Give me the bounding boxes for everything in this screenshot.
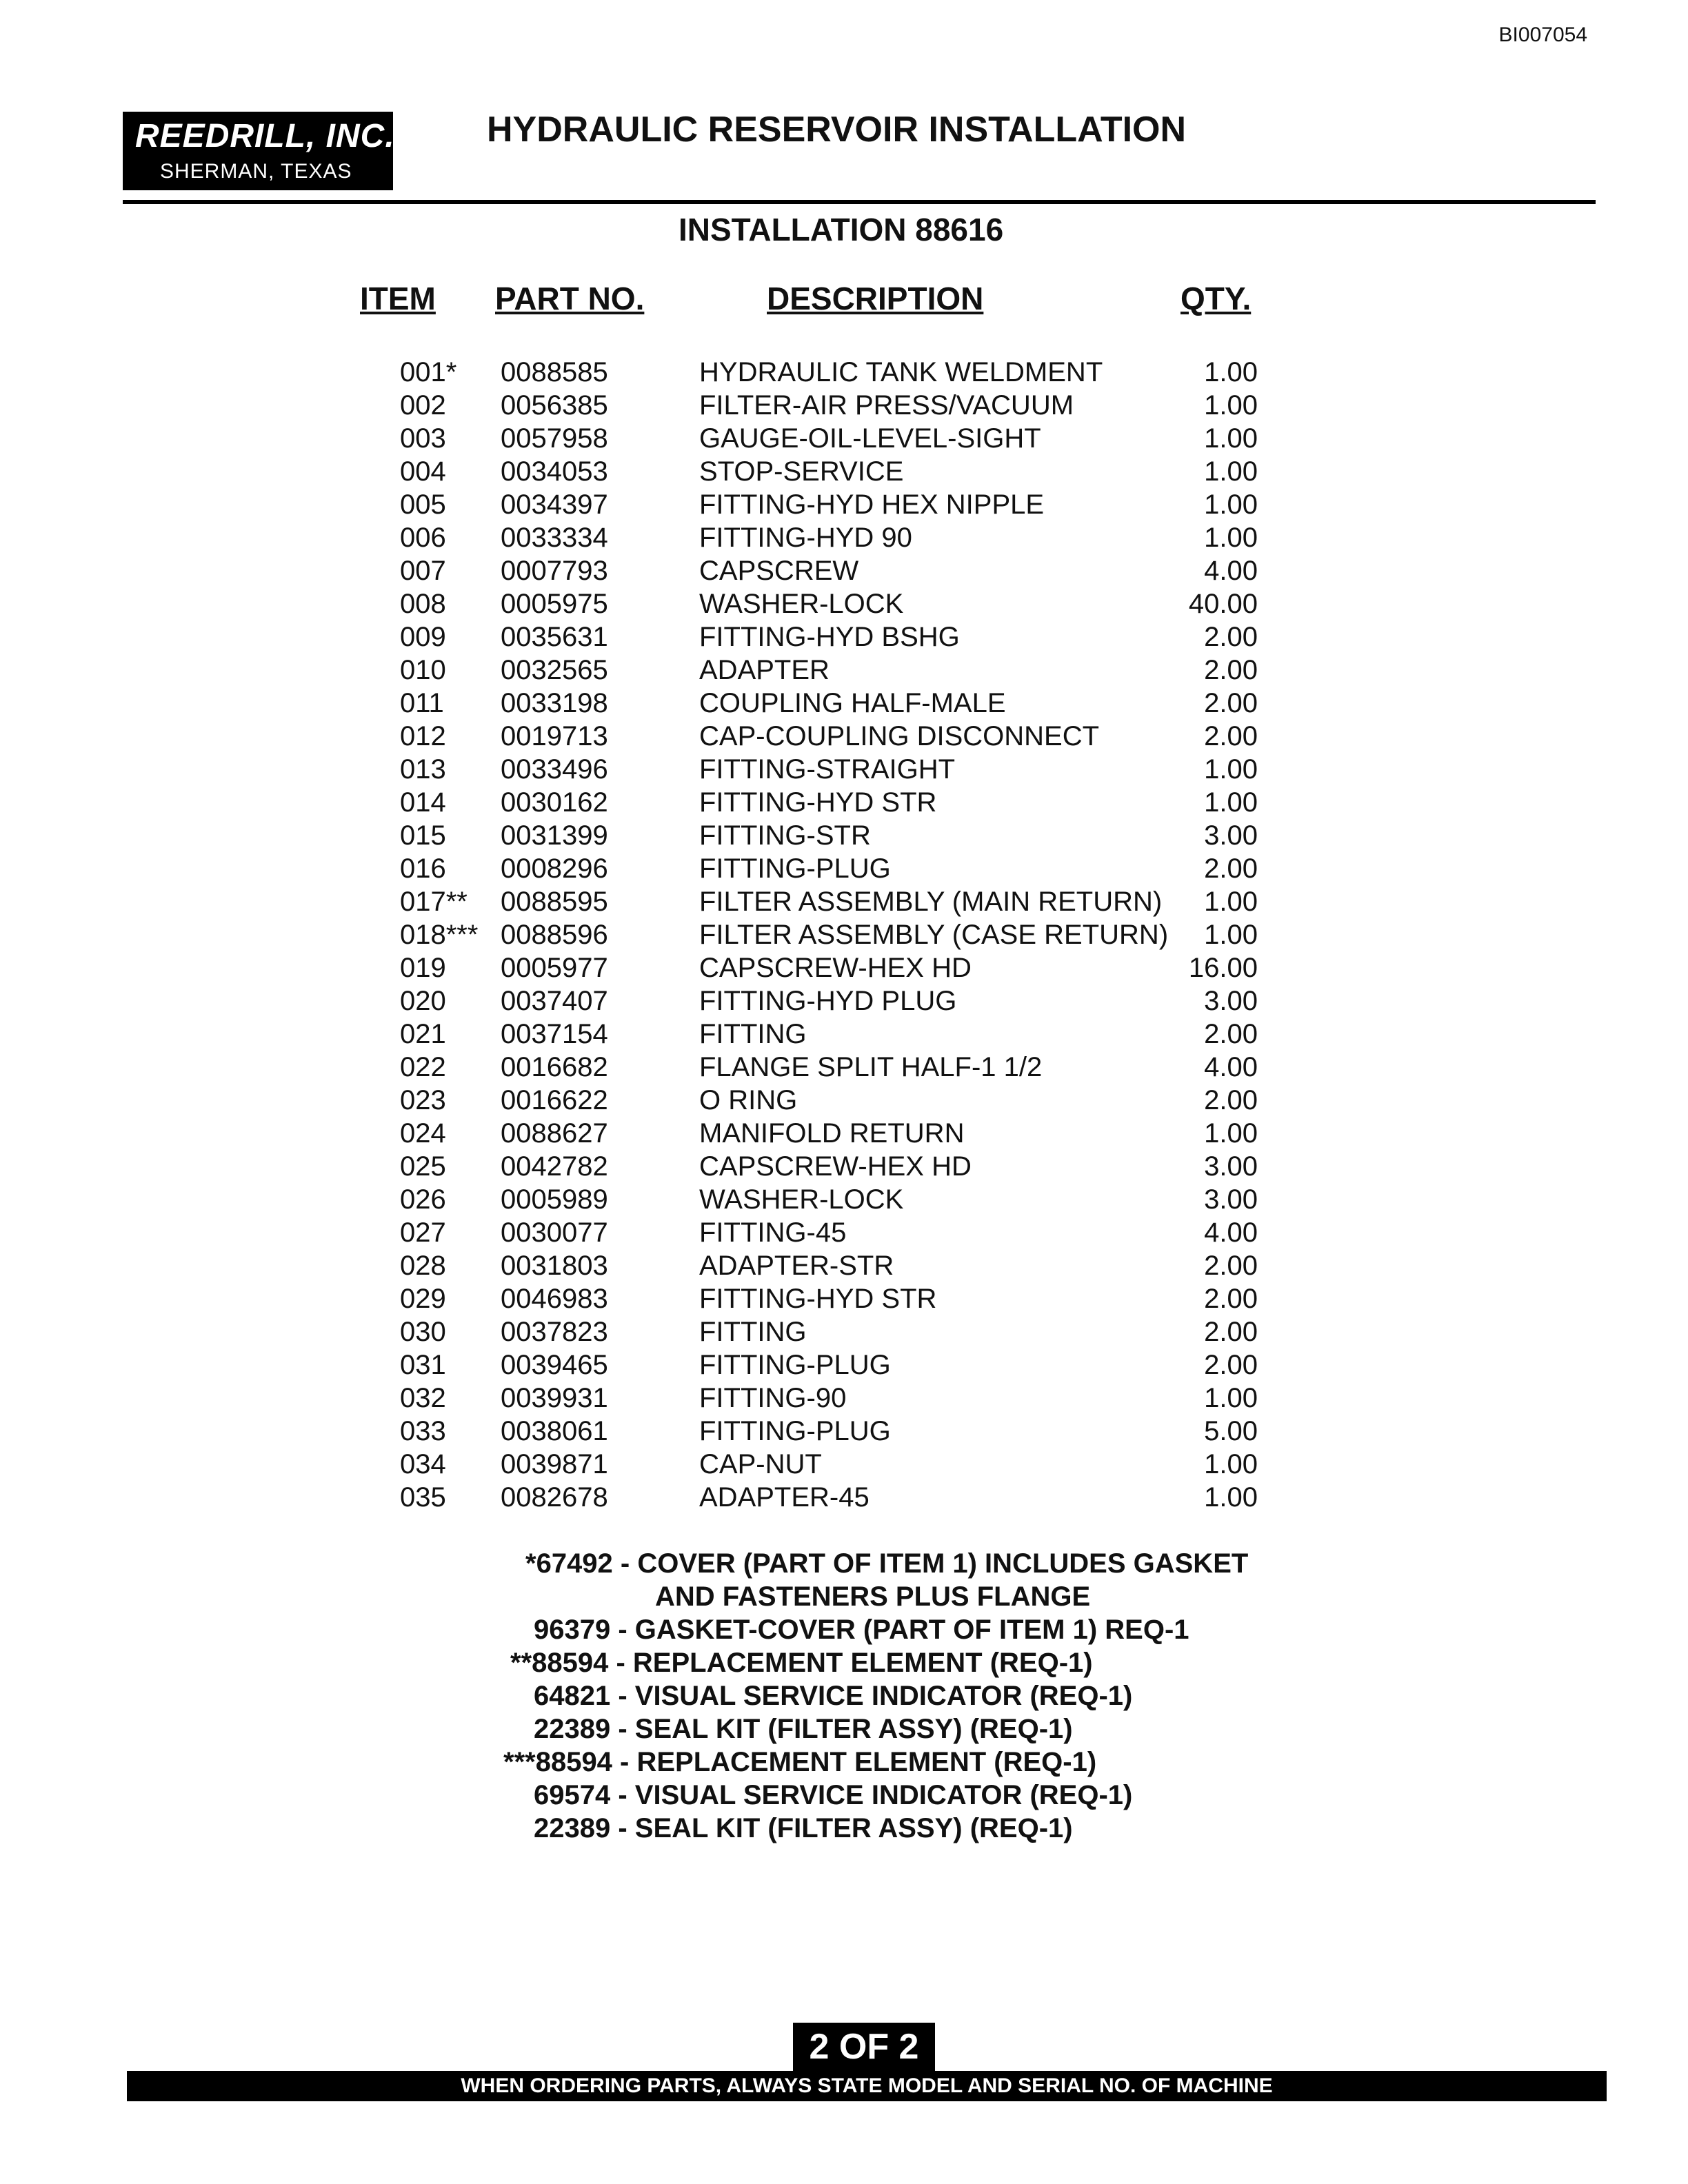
description-cell: FITTING — [699, 1019, 807, 1049]
qty-cell: 1.00 — [1204, 1482, 1258, 1513]
part-no-cell: 0034397 — [501, 489, 608, 520]
part-no-cell: 0088596 — [501, 920, 608, 950]
part-no-cell: 0007793 — [501, 556, 608, 586]
item-cell: 026 — [400, 1184, 446, 1215]
qty-cell: 2.00 — [1204, 1019, 1258, 1049]
part-no-cell: 0037407 — [501, 986, 608, 1016]
part-no-cell: 0035631 — [501, 622, 608, 652]
table-row — [0, 853, 1688, 887]
table-row — [0, 1217, 1688, 1251]
part-no-cell: 0033334 — [501, 523, 608, 553]
item-cell: 023 — [400, 1085, 446, 1115]
table-row — [0, 622, 1688, 655]
description-cell: MANIFOLD RETURN — [699, 1118, 965, 1149]
description-cell: CAP-COUPLING DISCONNECT — [699, 721, 1100, 751]
table-row — [0, 1085, 1688, 1118]
part-no-cell: 0005977 — [501, 953, 608, 983]
company-name: REEDRILL, INC. — [135, 118, 395, 154]
table-row — [0, 1184, 1688, 1217]
item-cell: 012 — [400, 721, 446, 751]
part-no-cell: 0030077 — [501, 1217, 608, 1248]
item-cell: 016 — [400, 853, 446, 884]
qty-cell: 2.00 — [1204, 655, 1258, 685]
part-no-cell: 0039465 — [501, 1350, 608, 1380]
table-row — [0, 556, 1688, 589]
description-cell: FITTING-HYD PLUG — [699, 986, 957, 1016]
item-cell: 029 — [400, 1284, 446, 1314]
item-cell: 004 — [400, 456, 446, 487]
part-no-cell: 0057958 — [501, 423, 608, 454]
qty-cell: 2.00 — [1204, 1085, 1258, 1115]
part-no-cell: 0039931 — [501, 1383, 608, 1413]
parts-table — [0, 357, 1688, 1515]
column-header-description: DESCRIPTION — [767, 281, 984, 316]
description-cell: ADAPTER-STR — [699, 1251, 894, 1281]
footer-bar: WHEN ORDERING PARTS, ALWAYS STATE MODEL AND SERIAL NO. OF MACHINE — [127, 2071, 1607, 2101]
part-no-cell: 0031399 — [501, 820, 608, 851]
note-line: 22389 - SEAL KIT (FILTER ASSY) (REQ-1) — [534, 1714, 1073, 1744]
description-cell: CAPSCREW-HEX HD — [699, 953, 972, 983]
note-line: 22389 - SEAL KIT (FILTER ASSY) (REQ-1) — [534, 1813, 1073, 1843]
part-no-cell: 0088627 — [501, 1118, 608, 1149]
company-logo — [123, 112, 393, 190]
note-line: AND FASTENERS PLUS FLANGE — [655, 1581, 1091, 1612]
company-city: SHERMAN, TEXAS — [160, 160, 352, 183]
description-cell: FILTER ASSEMBLY (MAIN RETURN) — [699, 887, 1163, 917]
item-cell: 011 — [400, 688, 444, 718]
qty-cell: 2.00 — [1204, 721, 1258, 751]
table-row — [0, 1019, 1688, 1052]
part-no-cell: 0033198 — [501, 688, 608, 718]
table-row — [0, 787, 1688, 820]
part-no-cell: 0019713 — [501, 721, 608, 751]
table-row — [0, 1251, 1688, 1284]
header-rule — [123, 200, 1596, 204]
table-row — [0, 1118, 1688, 1151]
item-cell: 019 — [400, 953, 446, 983]
item-cell: 008 — [400, 589, 446, 619]
description-cell: ADAPTER — [699, 655, 830, 685]
table-row — [0, 721, 1688, 754]
table-row — [0, 1284, 1688, 1317]
description-cell: FLANGE SPLIT HALF-1 1/2 — [699, 1052, 1043, 1082]
part-no-cell: 0056385 — [501, 390, 608, 421]
item-cell: 034 — [400, 1449, 446, 1479]
description-cell: FITTING-HYD HEX NIPPLE — [699, 489, 1045, 520]
description-cell: FITTING-45 — [699, 1217, 847, 1248]
table-row — [0, 456, 1688, 489]
qty-cell: 3.00 — [1204, 820, 1258, 851]
part-no-cell: 0038061 — [501, 1416, 608, 1446]
qty-cell: 1.00 — [1204, 754, 1258, 785]
table-row — [0, 754, 1688, 787]
table-row — [0, 1151, 1688, 1184]
qty-cell: 2.00 — [1204, 1317, 1258, 1347]
part-no-cell: 0046983 — [501, 1284, 608, 1314]
description-cell: CAPSCREW — [699, 556, 859, 586]
item-cell: 010 — [400, 655, 446, 685]
part-no-cell: 0005975 — [501, 589, 608, 619]
column-header-part-no: PART NO. — [495, 281, 645, 316]
description-cell: FITTING-90 — [699, 1383, 847, 1413]
item-cell: 001* — [400, 357, 457, 387]
description-cell: FILTER ASSEMBLY (CASE RETURN) — [699, 920, 1169, 950]
table-row — [0, 1350, 1688, 1383]
column-header-item: ITEM — [360, 281, 436, 316]
description-cell: GAUGE-OIL-LEVEL-SIGHT — [699, 423, 1041, 454]
item-cell: 002 — [400, 390, 446, 421]
table-row — [0, 953, 1688, 986]
description-cell: FITTING-PLUG — [699, 1416, 891, 1446]
qty-cell: 2.00 — [1204, 1350, 1258, 1380]
qty-cell: 1.00 — [1204, 1118, 1258, 1149]
column-header-qty: QTY. — [1180, 281, 1252, 316]
table-row — [0, 1383, 1688, 1416]
qty-cell: 1.00 — [1204, 489, 1258, 520]
part-no-cell: 0005989 — [501, 1184, 608, 1215]
item-cell: 015 — [400, 820, 446, 851]
part-no-cell: 0030162 — [501, 787, 608, 818]
description-cell: FITTING-PLUG — [699, 1350, 891, 1380]
qty-cell: 1.00 — [1204, 1383, 1258, 1413]
table-row — [0, 1449, 1688, 1482]
description-cell: WASHER-LOCK — [699, 589, 904, 619]
qty-cell: 3.00 — [1204, 1184, 1258, 1215]
part-no-cell: 0033496 — [501, 754, 608, 785]
table-row — [0, 1482, 1688, 1515]
item-cell: 006 — [400, 523, 446, 553]
description-cell: FITTING-HYD BSHG — [699, 622, 960, 652]
part-no-cell: 0037823 — [501, 1317, 608, 1347]
table-row — [0, 1052, 1688, 1085]
item-cell: 025 — [400, 1151, 446, 1182]
document-number: BI007054 — [1498, 23, 1587, 46]
part-no-cell: 0088585 — [501, 357, 608, 387]
part-no-cell: 0082678 — [501, 1482, 608, 1513]
item-cell: 013 — [400, 754, 446, 785]
table-row — [0, 887, 1688, 920]
description-cell: O RING — [699, 1085, 798, 1115]
qty-cell: 2.00 — [1204, 622, 1258, 652]
item-cell: 014 — [400, 787, 446, 818]
table-row — [0, 655, 1688, 688]
table-row — [0, 820, 1688, 853]
item-cell: 018*** — [400, 920, 479, 950]
qty-cell: 4.00 — [1204, 1052, 1258, 1082]
description-cell: FITTING-PLUG — [699, 853, 891, 884]
description-cell: COUPLING HALF-MALE — [699, 688, 1006, 718]
part-no-cell: 0034053 — [501, 456, 608, 487]
item-cell: 028 — [400, 1251, 446, 1281]
table-row — [0, 986, 1688, 1019]
item-cell: 027 — [400, 1217, 446, 1248]
table-row — [0, 920, 1688, 953]
qty-cell: 1.00 — [1204, 456, 1258, 487]
qty-cell: 4.00 — [1204, 1217, 1258, 1248]
qty-cell: 1.00 — [1204, 787, 1258, 818]
note-line: 96379 - GASKET-COVER (PART OF ITEM 1) REQ-1 — [534, 1615, 1189, 1645]
item-cell: 017** — [400, 887, 468, 917]
note-line: ***88594 - REPLACEMENT ELEMENT (REQ-1) — [503, 1747, 1097, 1777]
part-no-cell: 0016622 — [501, 1085, 608, 1115]
description-cell: HYDRAULIC TANK WELDMENT — [699, 357, 1103, 387]
qty-cell: 16.00 — [1188, 953, 1258, 983]
item-cell: 022 — [400, 1052, 446, 1082]
description-cell: STOP-SERVICE — [699, 456, 904, 487]
item-cell: 003 — [400, 423, 446, 454]
page-indicator: 2 OF 2 — [793, 2023, 935, 2071]
qty-cell: 2.00 — [1204, 1251, 1258, 1281]
part-no-cell: 0037154 — [501, 1019, 608, 1049]
table-row — [0, 423, 1688, 456]
description-cell: FITTING-HYD STR — [699, 1284, 937, 1314]
item-cell: 021 — [400, 1019, 446, 1049]
description-cell: ADAPTER-45 — [699, 1482, 870, 1513]
description-cell: FITTING — [699, 1317, 807, 1347]
qty-cell: 1.00 — [1204, 887, 1258, 917]
description-cell: FITTING-STR — [699, 820, 871, 851]
qty-cell: 3.00 — [1204, 1151, 1258, 1182]
qty-cell: 2.00 — [1204, 1284, 1258, 1314]
table-row — [0, 489, 1688, 523]
qty-cell: 40.00 — [1188, 589, 1258, 619]
table-row — [0, 390, 1688, 423]
part-no-cell: 0008296 — [501, 853, 608, 884]
part-no-cell: 0042782 — [501, 1151, 608, 1182]
item-cell: 024 — [400, 1118, 446, 1149]
qty-cell: 1.00 — [1204, 920, 1258, 950]
note-line: *67492 - COVER (PART OF ITEM 1) INCLUDES GASKET — [525, 1548, 1249, 1579]
qty-cell: 1.00 — [1204, 523, 1258, 553]
note-line: 64821 - VISUAL SERVICE INDICATOR (REQ-1) — [534, 1681, 1133, 1711]
item-cell: 005 — [400, 489, 446, 520]
table-row — [0, 523, 1688, 556]
item-cell: 030 — [400, 1317, 446, 1347]
table-row — [0, 1416, 1688, 1449]
item-cell: 032 — [400, 1383, 446, 1413]
item-cell: 033 — [400, 1416, 446, 1446]
qty-cell: 4.00 — [1204, 556, 1258, 586]
item-cell: 035 — [400, 1482, 446, 1513]
qty-cell: 1.00 — [1204, 357, 1258, 387]
note-line: **88594 - REPLACEMENT ELEMENT (REQ-1) — [510, 1648, 1093, 1678]
table-row — [0, 688, 1688, 721]
qty-cell: 1.00 — [1204, 390, 1258, 421]
description-cell: FITTING-STRAIGHT — [699, 754, 956, 785]
part-no-cell: 0016682 — [501, 1052, 608, 1082]
part-no-cell: 0039871 — [501, 1449, 608, 1479]
page-title: HYDRAULIC RESERVOIR INSTALLATION — [487, 110, 1187, 150]
description-cell: CAPSCREW-HEX HD — [699, 1151, 972, 1182]
note-line: 69574 - VISUAL SERVICE INDICATOR (REQ-1) — [534, 1780, 1133, 1810]
item-cell: 031 — [400, 1350, 446, 1380]
qty-cell: 2.00 — [1204, 853, 1258, 884]
part-no-cell: 0031803 — [501, 1251, 608, 1281]
qty-cell: 2.00 — [1204, 688, 1258, 718]
part-no-cell: 0088595 — [501, 887, 608, 917]
description-cell: FILTER-AIR PRESS/VACUUM — [699, 390, 1074, 421]
qty-cell: 5.00 — [1204, 1416, 1258, 1446]
description-cell: FITTING-HYD STR — [699, 787, 937, 818]
qty-cell: 1.00 — [1204, 423, 1258, 454]
item-cell: 009 — [400, 622, 446, 652]
table-row — [0, 1317, 1688, 1350]
description-cell: FITTING-HYD 90 — [699, 523, 912, 553]
item-cell: 007 — [400, 556, 446, 586]
qty-cell: 3.00 — [1204, 986, 1258, 1016]
qty-cell: 1.00 — [1204, 1449, 1258, 1479]
description-cell: CAP-NUT — [699, 1449, 822, 1479]
part-no-cell: 0032565 — [501, 655, 608, 685]
installation-subtitle: INSTALLATION 88616 — [679, 212, 1004, 247]
table-row — [0, 357, 1688, 390]
table-row — [0, 589, 1688, 622]
item-cell: 020 — [400, 986, 446, 1016]
description-cell: WASHER-LOCK — [699, 1184, 904, 1215]
